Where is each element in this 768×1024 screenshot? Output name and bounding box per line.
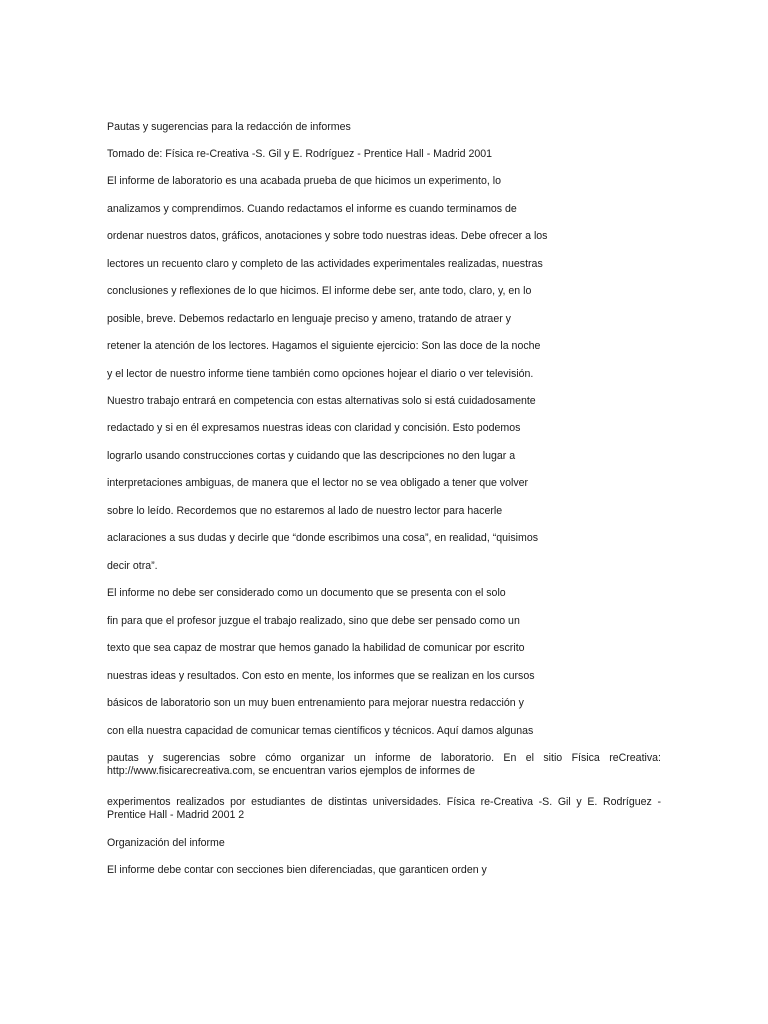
- paragraph-block: pautas y sugerencias sobre cómo organizar un informe de laboratorio. En el sitio Física reCreativa: http://www.fisicarecreativa.com, se encuentran varios ejemplos de informes de: [107, 752, 661, 777]
- paragraph-line: nuestras ideas y resultados. Con esto en mente, los informes que se realizan en los cursos: [107, 670, 535, 682]
- paragraph-line: ordenar nuestros datos, gráficos, anotaciones y sobre todo nuestras ideas. Debe ofrecer a los: [107, 230, 548, 242]
- paragraph-block: experimentos realizados por estudiantes de distintas universidades. Física re-Creativa -S. Gil y E. Rodríguez - Prentice Hall - Madrid 2001 2: [107, 796, 661, 821]
- paragraph-line: El informe no debe ser considerado como un documento que se presenta con el solo: [107, 587, 506, 599]
- source-citation: Tomado de: Física re-Creativa -S. Gil y E. Rodríguez - Prentice Hall - Madrid 2001: [107, 148, 493, 160]
- paragraph-line: analizamos y comprendimos. Cuando redactamos el informe es cuando terminamos de: [107, 203, 517, 215]
- paragraph-line: retener la atención de los lectores. Hagamos el siguiente ejercicio: Son las doce de la noche: [107, 340, 541, 352]
- paragraph-line: redactado y si en él expresamos nuestras ideas con claridad y concisión. Esto podemos: [107, 422, 521, 434]
- paragraph-line: interpretaciones ambiguas, de manera que el lector no se vea obligado a tener que volver: [107, 477, 529, 489]
- paragraph-line: fin para que el profesor juzgue el trabajo realizado, sino que debe ser pensado como un: [107, 615, 520, 627]
- paragraph-line: Nuestro trabajo entrará en competencia con estas alternativas solo si está cuidadosamente: [107, 395, 536, 407]
- document-title: Pautas y sugerencias para la redacción de informes: [107, 121, 351, 133]
- paragraph-line: decir otra”.: [107, 560, 158, 572]
- paragraph-line: posible, breve. Debemos redactarlo en lenguaje preciso y ameno, tratando de atraer y: [107, 313, 511, 325]
- paragraph-line: texto que sea capaz de mostrar que hemos ganado la habilidad de comunicar por escrito: [107, 642, 525, 654]
- paragraph-line: lograrlo usando construcciones cortas y cuidando que las descripciones no den lugar a: [107, 450, 516, 462]
- paragraph-line: lectores un recuento claro y completo de las actividades experimentales realizadas, nuestras: [107, 258, 543, 270]
- paragraph-line: con ella nuestra capacidad de comunicar temas científicos y técnicos. Aquí damos algunas: [107, 725, 534, 737]
- paragraph-line: y el lector de nuestro informe tiene también como opciones hojear el diario o ver televisión.: [107, 368, 534, 380]
- paragraph-line: El informe debe contar con secciones bien diferenciadas, que garanticen orden y: [107, 864, 487, 876]
- paragraph-line: aclaraciones a sus dudas y decirle que “donde escribimos una cosa”, en realidad, “quisimos: [107, 532, 539, 544]
- section-heading: Organización del informe: [107, 837, 225, 849]
- paragraph-line: conclusiones y reflexiones de lo que hicimos. El informe debe ser, ante todo, claro, y, en lo: [107, 285, 532, 297]
- paragraph-line: sobre lo leído. Recordemos que no estaremos al lado de nuestro lector para hacerle: [107, 505, 503, 517]
- paragraph-line: básicos de laboratorio son un muy buen entrenamiento para mejorar nuestra redacción y: [107, 697, 524, 709]
- paragraph-line: El informe de laboratorio es una acabada prueba de que hicimos un experimento, lo: [107, 175, 501, 187]
